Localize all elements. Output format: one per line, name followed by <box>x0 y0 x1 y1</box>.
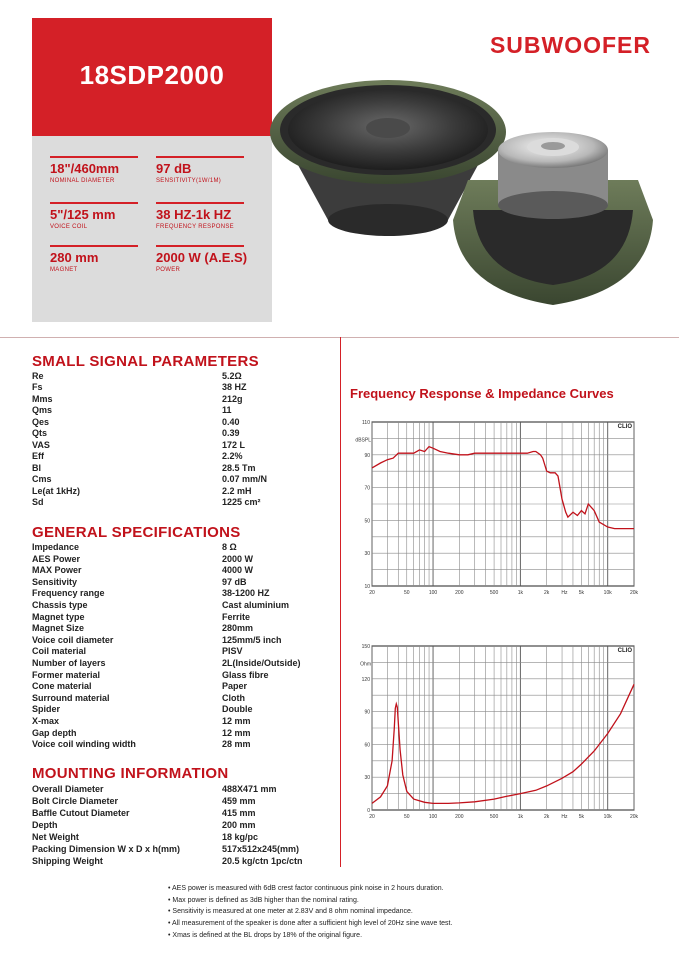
y-tick-label: 150 <box>361 644 370 650</box>
row-label: Magnet Size <box>32 623 85 634</box>
row-value: 2L(Inside/Outside) <box>222 658 301 668</box>
x-tick-label: 1k <box>517 590 524 596</box>
spec-label: SENSITIVITY(1W/1M) <box>156 178 222 184</box>
charts-heading: Frequency Response & Impedance Curves <box>350 386 614 401</box>
footnote: • Max power is defined as 3dB higher than the nominal rating. <box>168 896 359 904</box>
row-label: Bl <box>32 462 41 473</box>
row-value: 28.5 Tm <box>222 462 256 473</box>
row-label: Voice coil diameter <box>32 634 114 645</box>
row-value: 212g <box>222 393 243 404</box>
spec-label: MAGNET <box>50 267 78 273</box>
row-value: 4000 W <box>222 565 254 576</box>
y-tick-label: 0 <box>367 808 370 814</box>
row-label: Qts <box>32 428 48 439</box>
spec-frequency-response <box>156 202 246 230</box>
spec-power <box>156 245 246 273</box>
spec-label: FREQUENCY RESPONSE <box>156 224 234 230</box>
row-label: Sd <box>32 496 44 507</box>
x-tick-label: 50 <box>403 814 410 820</box>
impedance-chart <box>354 640 644 828</box>
x-tick-label: 5k <box>578 814 585 820</box>
x-tick-label: 50 <box>403 590 410 596</box>
x-tick-label: 100 <box>428 814 438 820</box>
row-label: Cone material <box>32 681 92 692</box>
x-tick-label: 500 <box>489 814 499 820</box>
y-tick-label: 110 <box>362 420 370 426</box>
row-value: 38-1200 HZ <box>222 588 270 599</box>
spec-label: VOICE COIL <box>50 224 88 230</box>
row-label: Re <box>32 371 44 381</box>
row-label: Overall Diameter <box>32 784 104 794</box>
x-tick-label: Hz <box>561 590 568 596</box>
x-tick-label: 10k <box>603 814 612 820</box>
row-label: Spider <box>32 704 61 715</box>
footnote: • Xmas is defined at the BL drops by 18% of the original figure. <box>168 931 363 939</box>
row-value: 517x512x245(mm) <box>222 844 300 854</box>
x-tick-label: 5k <box>578 590 585 596</box>
footnote: • Sensitivity is measured at one meter at 2.83V and 8 ohm nominal impedance. <box>168 908 413 916</box>
row-label: AES Power <box>32 553 81 564</box>
row-label: Frequency range <box>32 588 105 599</box>
x-tick-label: 200 <box>455 814 464 820</box>
x-tick-label: Hz <box>561 814 568 820</box>
spec-value: 280 mm <box>50 250 99 265</box>
spec-value: 5"/125 mm <box>50 207 116 222</box>
general-specs-heading: GENERAL SPECIFICATIONS <box>32 524 241 541</box>
row-value: 0.40 <box>222 416 240 427</box>
row-value: Cast aluminium <box>222 600 290 610</box>
x-tick-label: 10k <box>603 590 612 596</box>
row-value: Cloth <box>222 692 245 703</box>
x-tick-label: 2k <box>544 814 550 820</box>
row-value: 2.2% <box>222 451 243 462</box>
spec-sensitivity <box>156 156 246 184</box>
brand-logo: SUBWOOFER <box>489 32 651 58</box>
row-value: 0.39 <box>222 428 240 439</box>
row-value: PISV <box>222 646 243 657</box>
row-value: 8 Ω <box>222 542 237 552</box>
row-value: 12 mm <box>222 716 251 726</box>
row-label: MAX Power <box>32 565 82 576</box>
row-value: 38 HZ <box>222 382 247 393</box>
row-label: Net Weight <box>32 832 79 842</box>
row-value: 20.5 kg/ctn 1pc/ctn <box>222 856 303 866</box>
row-value: 488X471 mm <box>222 784 277 794</box>
footnote: • All measurement of the speaker is done after a sufficient high level of 20Hz sine wave test. <box>168 920 453 928</box>
row-value: 280mm <box>222 623 254 634</box>
spec-label: NOMINAL DIAMETER <box>50 178 115 184</box>
row-label: Packing Dimension W x D x h(mm) <box>32 844 181 854</box>
row-label: Qms <box>32 405 53 416</box>
row-label: Fs <box>32 382 43 393</box>
spec-magnet <box>50 245 140 273</box>
row-label: Baffle Cutout Diameter <box>32 808 130 818</box>
y-tick-label: 30 <box>364 551 370 558</box>
x-tick-label: 20 <box>369 814 375 820</box>
row-label: Magnet type <box>32 611 85 622</box>
spec-label: POWER <box>156 267 181 273</box>
x-tick-label: 2k <box>544 590 550 596</box>
row-value: 28 mm <box>222 739 251 750</box>
row-label: Chassis type <box>32 600 88 610</box>
x-tick-label: 200 <box>455 590 464 596</box>
row-label: Mms <box>32 393 53 404</box>
footnote: • AES power is measured with 6dB crest factor continuous pink noise in 2 hours duration. <box>168 885 444 892</box>
row-value: 2.2 mH <box>222 485 252 496</box>
small-signal-heading: SMALL SIGNAL PARAMETERS <box>32 353 259 370</box>
y-tick-label: 90 <box>364 452 370 459</box>
row-label: VAS <box>32 439 50 450</box>
spec-voice-coil <box>50 202 140 230</box>
row-label: Coil material <box>32 646 87 657</box>
row-label: Shipping Weight <box>32 856 103 866</box>
y-tick-label: 50 <box>364 518 370 525</box>
row-value: 0.07 mm/N <box>222 474 268 485</box>
row-label: Voice coil winding width <box>32 739 136 750</box>
row-label: Cms <box>32 474 52 485</box>
row-label: Former material <box>32 669 101 680</box>
x-tick-label: 20 <box>369 590 375 596</box>
row-label: Surround material <box>32 692 110 703</box>
frequency-response-chart <box>354 416 644 604</box>
row-value: 12 mm <box>222 727 251 738</box>
clio-logo: CLIO <box>617 648 632 654</box>
x-tick-label: 100 <box>428 590 438 596</box>
spec-value: 97 dB <box>156 161 192 176</box>
row-label: Sensitivity <box>32 576 78 587</box>
spec-value: 38 HZ-1k HZ <box>156 207 232 222</box>
row-label: Depth <box>32 820 58 830</box>
row-value: 18 kg/pc <box>222 832 259 842</box>
footnotes <box>168 883 452 942</box>
row-value: 5.2Ω <box>222 371 242 381</box>
row-value: 200 mm <box>222 820 256 830</box>
speaker-product-photo <box>268 70 668 320</box>
y-tick-label: 70 <box>364 485 370 492</box>
y-tick-label: 30 <box>364 775 370 782</box>
y-tick-label: 90 <box>364 709 370 716</box>
spec-value: 2000 W (A.E.S) <box>156 250 248 265</box>
y-axis-label: dBSPL <box>355 437 371 444</box>
row-value: 1225 cm² <box>222 496 261 507</box>
mounting-heading: MOUNTING INFORMATION <box>32 765 229 782</box>
row-value: Ferrite <box>222 611 251 622</box>
row-value: Paper <box>222 681 248 692</box>
y-axis-label: Ohm <box>360 661 371 668</box>
clio-logo: CLIO <box>617 424 632 430</box>
row-value: Glass fibre <box>222 669 269 680</box>
x-tick-label: 20k <box>629 590 639 596</box>
row-value: 415 mm <box>222 808 256 818</box>
spec-value: 18"/460mm <box>50 161 120 176</box>
row-value: 172 L <box>222 439 246 450</box>
row-value: Double <box>222 704 253 715</box>
column-divider <box>340 337 341 867</box>
y-tick-label: 60 <box>364 742 370 749</box>
spec-nominal-diameter <box>50 156 140 184</box>
x-tick-label: 500 <box>489 590 499 596</box>
row-label: Bolt Circle Diameter <box>32 796 119 806</box>
row-label: Qes <box>32 416 50 427</box>
x-tick-label: 1k <box>517 814 524 820</box>
row-label: X-max <box>32 716 60 726</box>
row-value: 125mm/5 inch <box>222 634 282 645</box>
row-label: Impedance <box>32 542 80 552</box>
model-title: 18SDP2000 <box>79 60 225 90</box>
y-tick-label: 10 <box>364 584 370 590</box>
row-value: 97 dB <box>222 576 247 587</box>
row-label: Le(at 1kHz) <box>32 485 81 496</box>
row-value: 459 mm <box>222 796 256 806</box>
row-label: Number of layers <box>32 658 106 668</box>
row-value: 2000 W <box>222 553 254 564</box>
row-value: 11 <box>222 405 232 416</box>
row-label: Gap depth <box>32 727 77 738</box>
y-tick-label: 120 <box>361 676 370 683</box>
row-label: Eff <box>32 451 44 462</box>
x-tick-label: 20k <box>629 814 639 820</box>
